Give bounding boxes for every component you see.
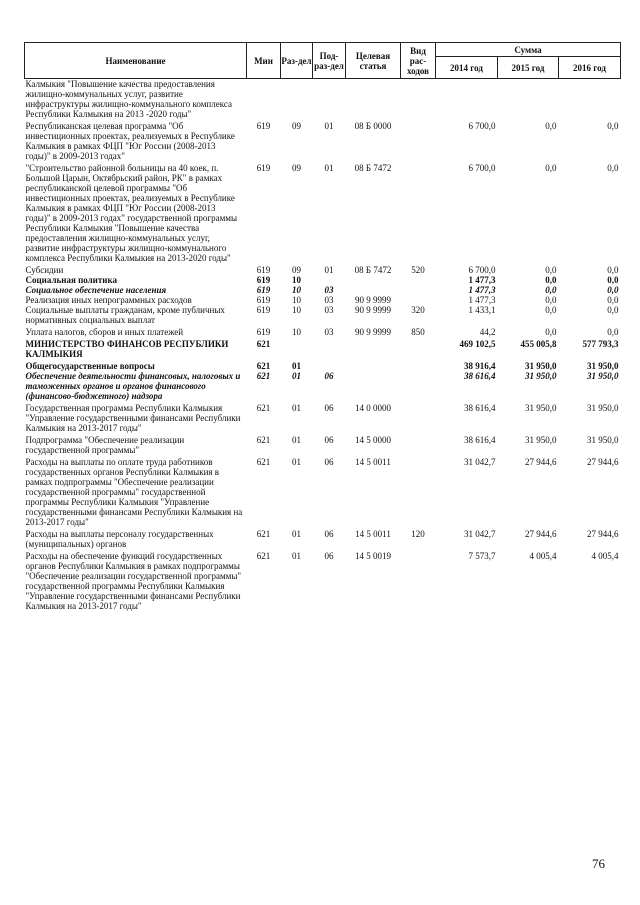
table-row bbox=[25, 549, 621, 611]
row-sum-2016: 27 944,6 bbox=[587, 529, 619, 539]
row-sum-2016: 0,0 bbox=[607, 275, 619, 285]
row-sum-2016: 0,0 bbox=[607, 327, 619, 337]
row-target-article: 90 9 9999 bbox=[355, 295, 391, 305]
row-sum-2016: 0,0 bbox=[607, 305, 619, 315]
row-sum-2014: 1 433,1 bbox=[468, 305, 496, 315]
row-expense-type bbox=[401, 119, 436, 161]
row-razdel: 10 bbox=[292, 285, 301, 295]
row-sum-2014: 1 477,3 bbox=[468, 275, 496, 285]
row-name: Расходы на обеспечение функций государственных органов Республики Калмыкия в рамках подпрограммы "Обеспечение реализации государственной программы" государственной программы Республики Калмыкия "Управление государственными финансами Республики Калмыкия на 2013-2017 годы" bbox=[25, 551, 242, 611]
row-name: Республиканская целевая программа "Об инвестиционных проектах, реализуемых в Республике Калмыкия в рамках ФЦП "Юг России (2008-2013 годы)" в 2009-2013 годах" bbox=[25, 121, 235, 161]
row-razdel: 10 bbox=[292, 305, 301, 315]
row-podrazdel: 03 bbox=[324, 285, 334, 295]
row-expense-type: 320 bbox=[411, 305, 425, 315]
row-expense-type bbox=[401, 79, 436, 120]
row-min: 619 bbox=[256, 305, 271, 315]
row-sum-2016: 31 950,0 bbox=[587, 403, 619, 413]
row-sum-2016: 27 944,6 bbox=[587, 457, 619, 467]
row-podrazdel: 03 bbox=[324, 305, 334, 315]
row-sum-2016: 0,0 bbox=[607, 121, 619, 131]
row-min: 619 bbox=[256, 295, 271, 305]
row-podrazdel: 03 bbox=[324, 327, 334, 337]
table-row bbox=[25, 371, 621, 401]
row-sum-2016: 4 005,4 bbox=[591, 551, 619, 561]
row-name: МИНИСТЕРСТВО ФИНАНСОВ РЕСПУБЛИКИ КАЛМЫКИЯ bbox=[25, 339, 229, 359]
row-podrazdel bbox=[313, 79, 346, 120]
row-target-article: 08 Б 7472 bbox=[354, 265, 392, 275]
header-podrazdel: Под-раз-дел bbox=[313, 43, 346, 79]
row-sum-2014: 1 477,3 bbox=[468, 295, 496, 305]
row-sum-2014: 7 573,7 bbox=[468, 551, 496, 561]
row-target-article: 08 Б 7472 bbox=[354, 163, 392, 173]
row-name: Реализация иных непрограммных расходов bbox=[25, 295, 192, 305]
row-podrazdel: 06 bbox=[324, 403, 334, 413]
table-body bbox=[25, 79, 621, 612]
row-razdel: 09 bbox=[292, 163, 301, 173]
row-sum-2015: 31 950,0 bbox=[525, 361, 557, 371]
row-target-article: 08 Б 0000 bbox=[354, 121, 392, 131]
row-sum-2015 bbox=[498, 79, 559, 120]
table-row bbox=[25, 79, 621, 120]
row-razdel: 01 bbox=[292, 457, 301, 467]
row-expense-type bbox=[401, 275, 436, 285]
header-sum: Сумма bbox=[436, 43, 621, 57]
row-sum-2014: 38 616,4 bbox=[464, 403, 496, 413]
row-name: Социальное обеспечение населения bbox=[25, 285, 167, 295]
budget-table-sheet bbox=[24, 42, 620, 611]
row-sum-2015: 0,0 bbox=[545, 163, 557, 173]
row-sum-2016: 0,0 bbox=[607, 265, 619, 275]
row-sum-2014: 38 916,4 bbox=[464, 361, 496, 371]
table-row bbox=[25, 305, 621, 325]
row-min: 621 bbox=[256, 529, 271, 539]
row-expense-type bbox=[401, 295, 436, 305]
row-sum-2015: 27 944,6 bbox=[525, 457, 557, 467]
row-sum-2016: 0,0 bbox=[607, 295, 619, 305]
row-expense-type bbox=[401, 455, 436, 527]
row-expense-type bbox=[401, 161, 436, 263]
row-razdel: 01 bbox=[292, 403, 301, 413]
row-expense-type bbox=[401, 359, 436, 371]
row-razdel: 01 bbox=[292, 529, 301, 539]
header-2014: 2014 год bbox=[436, 57, 498, 79]
row-target-article bbox=[346, 275, 401, 285]
row-expense-type bbox=[401, 285, 436, 295]
row-min: 621 bbox=[256, 457, 271, 467]
row-expense-type bbox=[401, 401, 436, 433]
row-name: Расходы на выплаты по оплате труда работников государственных органов Республики Калмыкия в рамках подпрограммы "Обеспечение реализации государственной программы" государственной программы Республики Калмыкия "Управление государственными финансами Республики Калмыкия на 2013-2017 годы" bbox=[25, 457, 243, 527]
row-razdel: 10 bbox=[292, 295, 301, 305]
row-expense-type bbox=[401, 371, 436, 401]
row-razdel: 09 bbox=[292, 265, 301, 275]
row-min: 621 bbox=[256, 403, 271, 413]
row-expense-type bbox=[401, 433, 436, 455]
row-razdel bbox=[281, 79, 313, 120]
row-min: 619 bbox=[256, 163, 271, 173]
row-podrazdel: 01 bbox=[324, 265, 334, 275]
row-sum-2016: 31 950,0 bbox=[587, 371, 619, 381]
row-razdel: 01 bbox=[292, 435, 301, 445]
row-min: 619 bbox=[256, 275, 271, 285]
row-sum-2014: 1 477,3 bbox=[468, 285, 496, 295]
row-sum-2015: 4 005,4 bbox=[529, 551, 557, 561]
row-min: 621 bbox=[256, 371, 271, 381]
row-name: Социальная политика bbox=[25, 275, 118, 285]
table-header bbox=[25, 43, 621, 79]
row-target-article bbox=[346, 359, 401, 371]
row-podrazdel bbox=[313, 337, 346, 359]
row-min bbox=[247, 79, 281, 120]
row-name: Расходы на выплаты персоналу государственных (муниципальных) органов bbox=[25, 529, 214, 549]
row-sum-2015: 0,0 bbox=[545, 305, 557, 315]
header-name: Наименование bbox=[25, 43, 247, 79]
row-sum-2015: 31 950,0 bbox=[525, 403, 557, 413]
row-sum-2016: 577 793,3 bbox=[582, 339, 619, 349]
header-target-article: Целевая статья bbox=[346, 43, 401, 79]
row-min: 621 bbox=[256, 361, 271, 371]
row-sum-2014: 31 042,7 bbox=[464, 457, 496, 467]
page-number: 76 bbox=[592, 856, 605, 871]
row-podrazdel bbox=[313, 275, 346, 285]
row-podrazdel bbox=[313, 359, 346, 371]
row-name: Субсидии bbox=[25, 265, 64, 275]
row-name: Социальные выплаты гражданам, кроме публичных нормативных социальных выплат bbox=[25, 305, 225, 325]
row-name: Уплата налогов, сборов и иных платежей bbox=[25, 327, 184, 337]
row-min: 621 bbox=[256, 339, 271, 349]
row-sum-2015: 0,0 bbox=[545, 121, 557, 131]
table-row bbox=[25, 337, 621, 359]
row-sum-2014: 6 700,0 bbox=[468, 163, 496, 173]
row-target-article: 14 5 0019 bbox=[355, 551, 391, 561]
header-razdel: Раз-дел bbox=[281, 43, 313, 79]
row-sum-2016 bbox=[559, 79, 621, 120]
table-row bbox=[25, 455, 621, 527]
row-podrazdel: 01 bbox=[324, 121, 334, 131]
header-expense-type: Вид рас-ходов bbox=[401, 43, 436, 79]
row-min: 619 bbox=[256, 121, 271, 131]
row-expense-type: 850 bbox=[411, 327, 425, 337]
row-expense-type bbox=[401, 337, 436, 359]
table-row bbox=[25, 401, 621, 433]
row-sum-2014: 44,2 bbox=[479, 327, 496, 337]
row-name: Общегосударственные вопросы bbox=[25, 361, 155, 371]
row-sum-2016: 31 950,0 bbox=[587, 435, 619, 445]
row-target-article: 90 9 9999 bbox=[355, 305, 391, 315]
row-name: Калмыкия "Повышение качества предоставления жилищно-коммунальных услуг, развитие инфраструктуры жилищно-коммунального комплекса Республики Калмыкия на 2013 -2020 годы" bbox=[25, 79, 232, 119]
row-sum-2015: 0,0 bbox=[545, 295, 557, 305]
row-sum-2014: 6 700,0 bbox=[468, 121, 496, 131]
table-row bbox=[25, 275, 621, 285]
row-name: Подпрограмма "Обеспечение реализации государственной программы" bbox=[25, 435, 185, 455]
row-sum-2014: 469 102,5 bbox=[459, 339, 496, 349]
row-name: Государственная программа Республики Калмыкия "Управление государственными финансами Республики Калмыкия на 2013-2017 годы" bbox=[25, 403, 241, 433]
row-target-article: 90 9 9999 bbox=[355, 327, 391, 337]
row-sum-2015: 455 005,8 bbox=[520, 339, 557, 349]
budget-table bbox=[24, 42, 621, 611]
table-row bbox=[25, 433, 621, 455]
row-target-article bbox=[346, 285, 401, 295]
row-name: Обеспечение деятельности финансовых, налоговых и таможенных органов и органов финансового (финансово-бюджетного) надзора bbox=[25, 371, 241, 401]
table-row bbox=[25, 527, 621, 549]
row-sum-2015: 0,0 bbox=[545, 327, 557, 337]
row-sum-2016: 0,0 bbox=[607, 285, 619, 295]
header-2016: 2016 год bbox=[559, 57, 621, 79]
row-podrazdel: 06 bbox=[324, 457, 334, 467]
row-razdel: 10 bbox=[292, 275, 301, 285]
row-target-article: 14 5 0011 bbox=[355, 529, 391, 539]
row-sum-2014: 31 042,7 bbox=[464, 529, 496, 539]
table-row bbox=[25, 263, 621, 275]
row-min: 621 bbox=[256, 551, 271, 561]
row-min: 619 bbox=[256, 265, 271, 275]
header-min: Мин bbox=[247, 43, 281, 79]
row-podrazdel: 03 bbox=[324, 295, 334, 305]
table-row bbox=[25, 285, 621, 295]
row-target-article: 14 5 0000 bbox=[355, 435, 391, 445]
row-min: 619 bbox=[256, 327, 271, 337]
row-sum-2015: 31 950,0 bbox=[525, 371, 557, 381]
row-sum-2014: 38 616,4 bbox=[464, 371, 496, 381]
row-sum-2016: 31 950,0 bbox=[587, 361, 619, 371]
row-target-article bbox=[346, 371, 401, 401]
row-razdel: 01 bbox=[292, 551, 301, 561]
row-sum-2015: 27 944,6 bbox=[525, 529, 557, 539]
row-sum-2014: 6 700,0 bbox=[468, 265, 496, 275]
row-podrazdel: 01 bbox=[324, 163, 334, 173]
row-expense-type: 520 bbox=[411, 265, 425, 275]
row-target-article bbox=[346, 337, 401, 359]
row-razdel bbox=[281, 337, 313, 359]
row-sum-2015: 0,0 bbox=[545, 285, 557, 295]
row-min: 621 bbox=[256, 435, 271, 445]
table-row bbox=[25, 119, 621, 161]
row-podrazdel: 06 bbox=[324, 551, 334, 561]
row-target-article bbox=[346, 79, 401, 120]
row-razdel: 10 bbox=[292, 327, 301, 337]
row-expense-type bbox=[401, 549, 436, 611]
row-min: 619 bbox=[256, 285, 271, 295]
row-expense-type: 120 bbox=[411, 529, 425, 539]
row-podrazdel: 06 bbox=[324, 435, 334, 445]
row-podrazdel: 06 bbox=[324, 529, 334, 539]
row-razdel: 09 bbox=[292, 121, 301, 131]
table-row bbox=[25, 359, 621, 371]
row-sum-2014: 38 616,4 bbox=[464, 435, 496, 445]
row-sum-2015: 31 950,0 bbox=[525, 435, 557, 445]
row-name: "Строительство районной больницы на 40 коек, п. Большой Царын, Октябрьский район, РК" в рамках республиканской целевой программы "Об инвестиционных проектах, реализуемых в Республике Калмыкия в рамках ФЦП "Юг России (2008-2013 годы)" в 2009-2013 годах" государственной программы Республики Калмыкия "Повышение качества предоставления жилищно-коммунальных услуг, развитие инфраструктуры жилищно-коммунального комплекса Республики Калмыкия на 2013-2020 годы" bbox=[25, 163, 238, 263]
header-2015: 2015 год bbox=[498, 57, 559, 79]
row-razdel: 01 bbox=[292, 371, 301, 381]
row-sum-2014 bbox=[436, 79, 498, 120]
row-sum-2015: 0,0 bbox=[545, 265, 557, 275]
table-row bbox=[25, 161, 621, 263]
table-row bbox=[25, 325, 621, 337]
row-sum-2015: 0,0 bbox=[545, 275, 557, 285]
row-razdel: 01 bbox=[292, 361, 301, 371]
table-row bbox=[25, 295, 621, 305]
row-target-article: 14 5 0011 bbox=[355, 457, 391, 467]
row-target-article: 14 0 0000 bbox=[355, 403, 391, 413]
row-sum-2016: 0,0 bbox=[607, 163, 619, 173]
row-podrazdel: 06 bbox=[324, 371, 334, 381]
